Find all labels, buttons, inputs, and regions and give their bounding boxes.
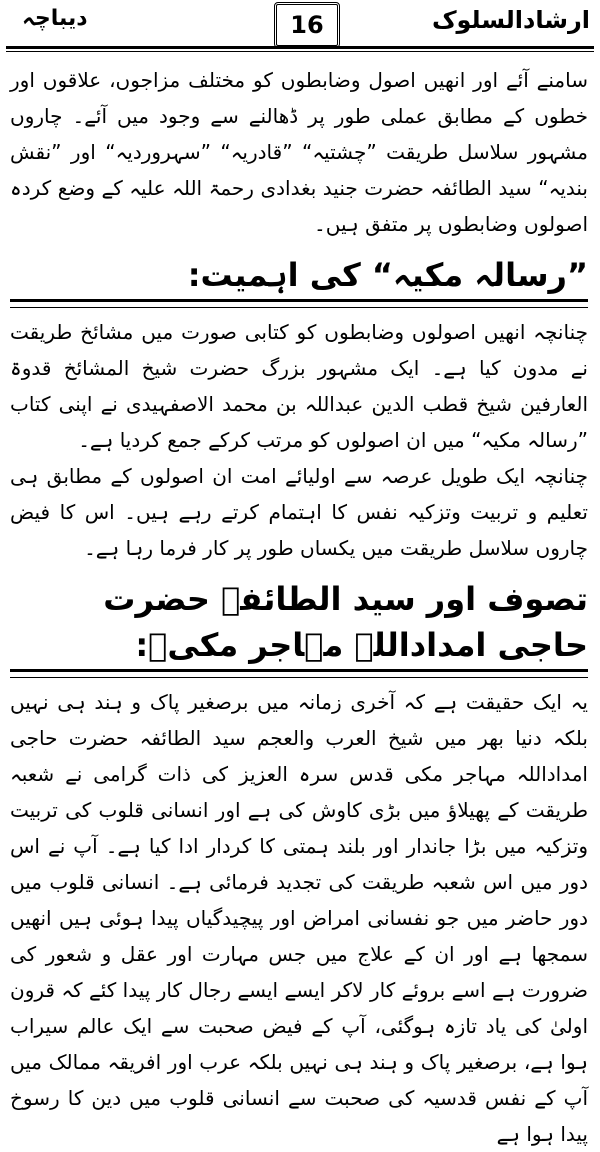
section-heading bbox=[10, 252, 588, 302]
running-title-book: ارشادالسلوک bbox=[431, 6, 590, 34]
paragraph: سامنے آئے اور انھیں اصول وضابطوں کو مختلف مزاجوں، علاقوں اور خطوں کے مطابق عملی طور پر ڈھالنے سے وجود میں آئے۔ چاروں مشہور سلاسل طریقت ”چشتیہ“ ”قادریہ“ ”سہروردیہ“ اور ”نقش بندیہ“ سید الطائفہ حضرت جنید بغدادی رحمۃ اللہ علیہ کے وضع کردہ اصولوں وضابطوں پر متفق ہیں۔ bbox=[10, 68, 588, 236]
header-rule-thin bbox=[6, 51, 594, 52]
heading-underline-thin bbox=[10, 307, 588, 308]
heading-underline bbox=[10, 299, 588, 302]
paragraph: یہ ایک حقیقت ہے کہ آخری زمانہ میں برصغیر پاک و ہند ہی نہیں بلکہ دنیا بھر میں شیخ العرب والعجم سید الطائفہ حضرت حاجی امداداللہ مہاجر مکی قدس سرہ العزیز کی ذات گرامی نے شعبہ طریقت کے پھیلاؤ میں بڑی کاوش کی ہے اور انسانی قلوب کی تربیت وتزکیہ میں بڑا جاندار اور بلند ہمتی کا کردار ادا کیا ہے۔ آپ نے اس دور میں اس شعبہ طریقت کی تجدید فرمائی ہے۔ انسانی قلوب میں دور حاضر میں جو نفسانی امراض اور پیچیدگیاں پیدا ہوئی ہیں انھیں سمجھا ہے اور ان کے علاج میں جس مہارت اور عقل و شعور کی ضرورت ہے اسے بروئے کار لاکر ایسے ایسے رجال کار پیدا کئے کہ قرون اولیٰ کی یاد تازہ ہوگئی، آپ کے فیض صحبت سے ایک عالم سیراب ہوا ہے، برصغیر پاک و ہند ہی نہیں بلکہ عرب اور افریقہ ممالک میں آپ کے نفس قدسیہ کی صحبت سے انسانی قلوب میں دین کا رسوخ پیدا ہوا ہے bbox=[10, 690, 588, 1146]
heading-text: ”رسالہ مکیہ“ کی اہمیت: bbox=[187, 256, 588, 294]
paragraph: چنانچہ ایک طویل عرصہ سے اولیائے امت ان اصولوں کے مطابق ہی تعلیم و تربیت وتزکیہ نفس کا اہتمام کرتے رہے ہیں۔ اس کا فیض چاروں سلاسل طریقت میں یکساں طور پر کار فرما رہا ہے۔ bbox=[10, 464, 588, 560]
header-rule bbox=[6, 46, 594, 49]
paragraph: چنانچہ انھیں اصولوں وضابطوں کو کتابی صورت میں مشائخ طریقت نے مدون کیا ہے۔ ایک مشہور بزرگ حضرت شیخ المشائخ قدوۃ العارفین شیخ قطب الدین عبداللہ بن محمد الاصفہیدی نے اپنی کتاب ”رسالہ مکیہ“ میں ان اصولوں کو مرتب کرکے جمع کردیا ہے۔ bbox=[10, 320, 588, 452]
heading-underline bbox=[10, 669, 588, 672]
section-heading bbox=[10, 576, 588, 672]
page-body bbox=[10, 62, 588, 1152]
heading-underline-thin bbox=[10, 677, 588, 678]
heading-text: تصوف اور سید الطائفہ حضرت حاجی امداداللہ مہاجر مکیؒ: bbox=[103, 580, 588, 664]
running-title-section: دیباچہ bbox=[22, 6, 88, 31]
page-header bbox=[6, 2, 594, 54]
page-number: 16 bbox=[274, 2, 340, 48]
